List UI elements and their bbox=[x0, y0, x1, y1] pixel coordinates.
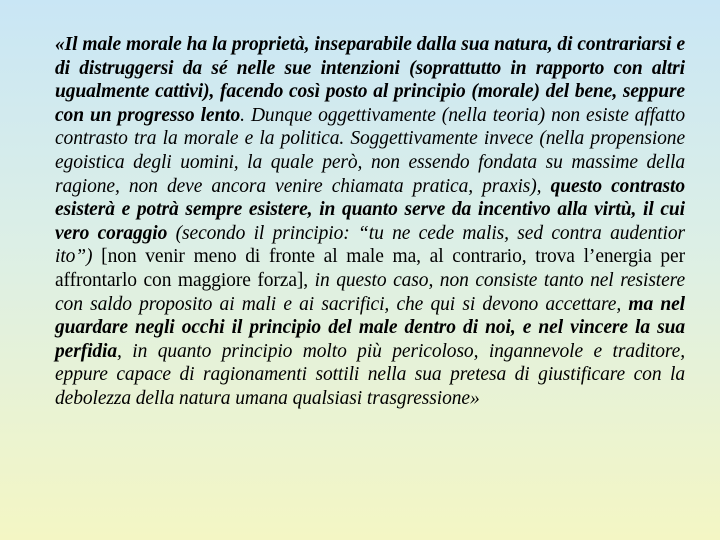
kant-quote-paragraph bbox=[55, 33, 685, 411]
quote-segment-bold-2: questo contrasto esisterà e potrà sempre esistere, in quanto serve da incentivo alla virtù, il cui vero coraggio bbox=[55, 175, 685, 244]
quote-segment-italic-closing: , in quanto principio molto più pericoloso, ingannevole e traditore, eppure capace di ragionamenti sottili nella sua pretesa di giustificare con la debolezza della natura umana qualsiasi trasgressione» bbox=[55, 340, 685, 409]
quote-segment-bold-3: ma nel guardare negli occhi il principio del male dentro di noi, e nel vincere la sua perfidia bbox=[55, 293, 685, 362]
quote-segment-translation: [non venir meno di fronte al male ma, al contrario, trova l’energia per affrontarlo con maggiore forza], bbox=[55, 246, 685, 291]
quote-segment-latin-motto: (secondo il principio: “tu ne cede malis, sed contra audentior ito”) bbox=[55, 222, 685, 268]
quote-segment-bold-opening: «Il male morale ha la proprietà, inseparabile dalla sua natura, di contrariarsi e di distruggersi da sé nelle sue intenzioni (soprattutto in rapporto con altri ugualmente cattivi), facendo così posto al principio (morale) del bene, seppure con un progresso lento bbox=[55, 34, 685, 126]
quote-segment-italic-3: in questo caso, non consiste tanto nel resistere con saldo proposito ai mali e ai sacrifici, che qui si devono accettare, bbox=[55, 269, 685, 315]
quote-segment-italic-1: . Dunque oggettivamente (nella teoria) non esiste affatto contrasto tra la morale e la politica. Soggettivamente invece (nella propensione egoistica degli uomini, la quale però, non essendo fondata su massime della ragione, non deve ancora venire chiamata pratica, praxis), bbox=[55, 104, 685, 197]
